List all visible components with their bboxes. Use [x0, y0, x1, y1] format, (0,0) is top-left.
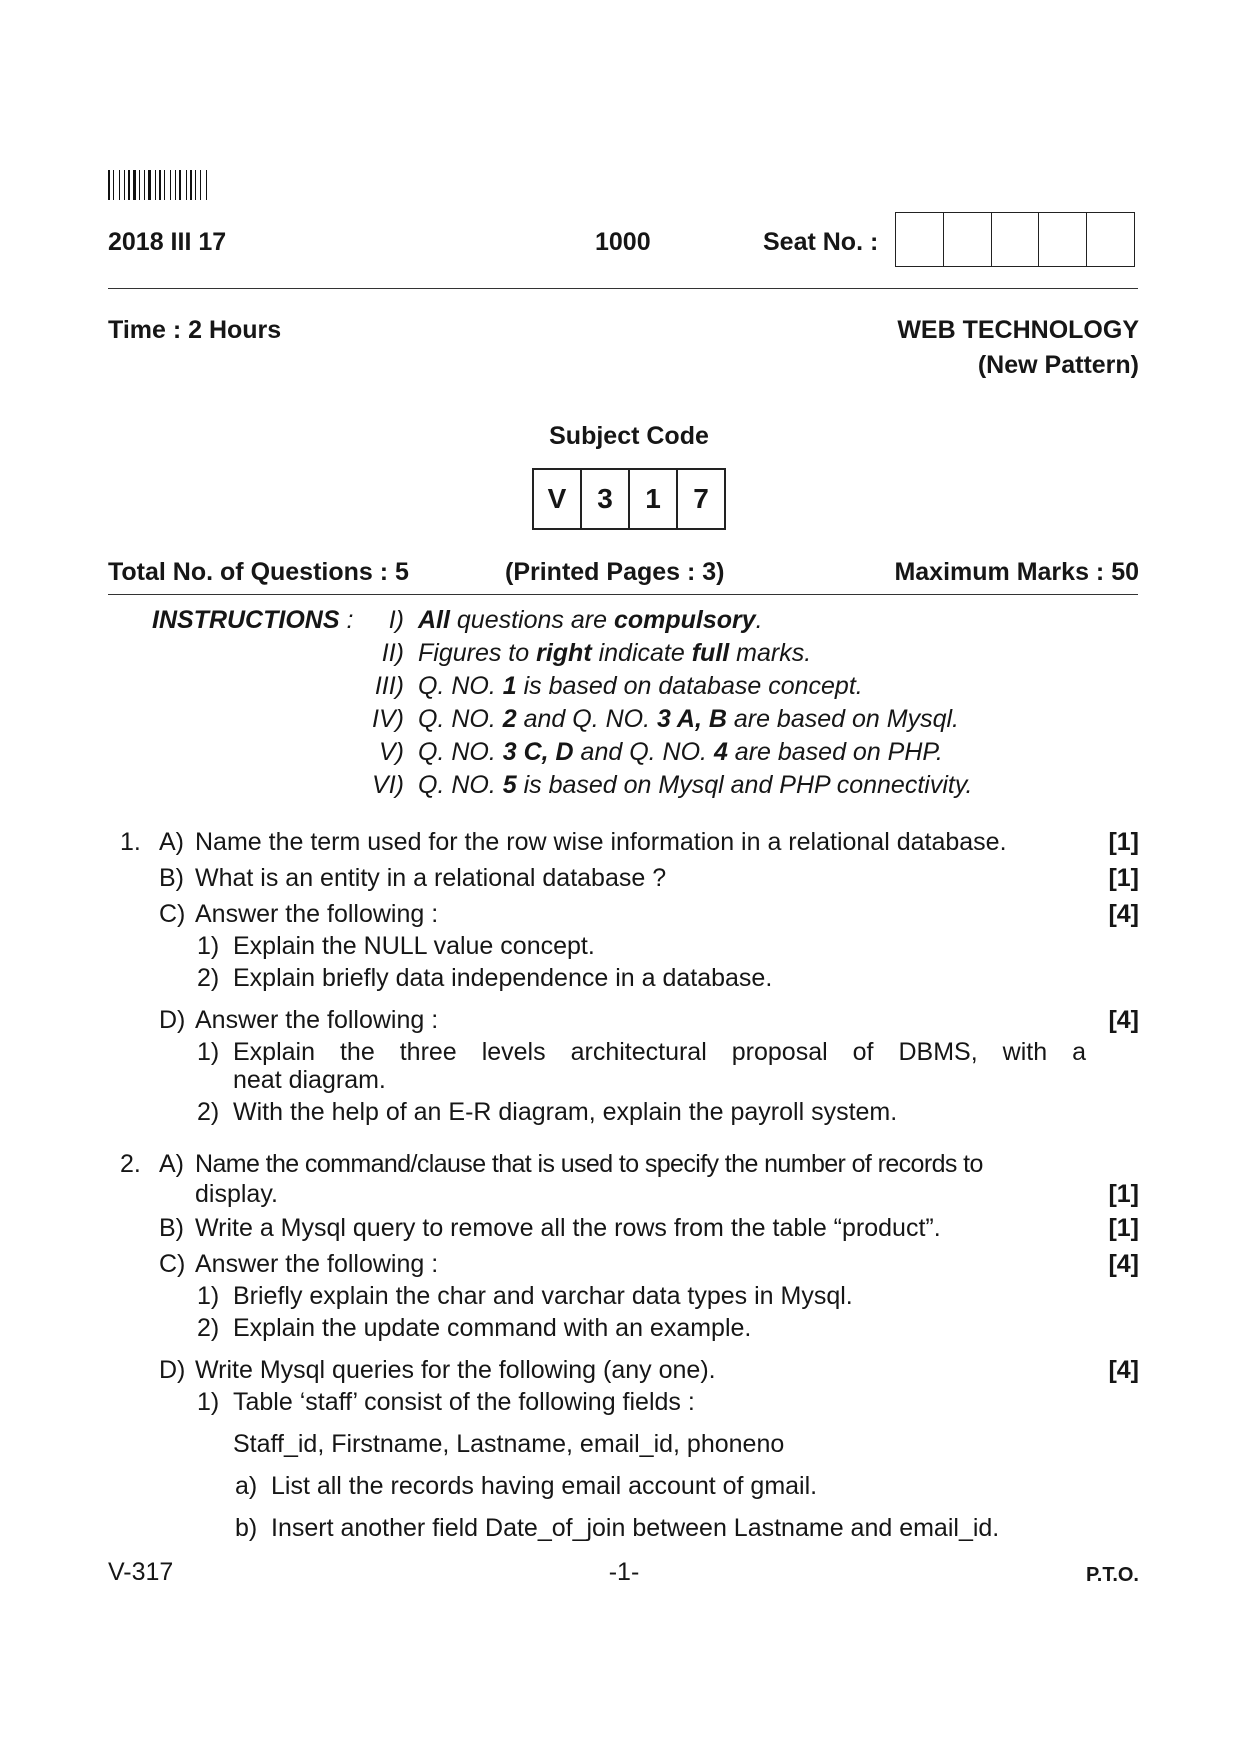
q1c-marks: [4] — [1108, 900, 1139, 928]
barcode-bar — [188, 170, 189, 200]
instruction-text — [418, 705, 959, 734]
q1d1-text-line2: neat diagram. — [233, 1066, 386, 1094]
instruction-fragment: Q. NO. — [418, 738, 503, 766]
instruction-emphasis: 4 — [713, 738, 728, 766]
instruction-number: III) — [374, 672, 404, 700]
instruction-number: V) — [379, 738, 404, 766]
pto-label: P.T.O. — [1086, 1564, 1139, 1586]
q2c2-label: 2) — [197, 1314, 220, 1342]
instruction-emphasis: 2 — [502, 705, 517, 733]
instructions-heading: INSTRUCTIONS : — [152, 606, 354, 634]
barcode-bar — [200, 170, 201, 200]
subject-title: WEB TECHNOLOGY — [897, 316, 1139, 344]
subject-code-label: Subject Code — [549, 422, 709, 450]
instruction-text — [418, 606, 763, 635]
instruction-emphasis: 1 — [502, 672, 517, 700]
q2d1b-label: b) — [235, 1514, 258, 1542]
barcode-bar — [157, 170, 158, 200]
q1c1-text: Explain the NULL value concept. — [233, 932, 595, 960]
barcode-bar — [152, 170, 154, 200]
seat-box — [1087, 213, 1134, 266]
barcode-bar — [139, 170, 140, 200]
barcode-bar — [162, 170, 163, 200]
page-number: -1- — [608, 1558, 640, 1586]
instruction-fragment: Q. NO. — [418, 705, 503, 733]
instruction-emphasis: full — [691, 639, 730, 667]
printed-pages: (Printed Pages : 3) — [505, 558, 725, 586]
seat-label: Seat No. : — [763, 228, 879, 256]
q2c1-text: Briefly explain the char and varchar data types in Mysql. — [233, 1282, 853, 1310]
q1c-text: Answer the following : — [195, 900, 439, 928]
subject-pattern: (New Pattern) — [977, 351, 1139, 379]
barcode-bar — [108, 170, 110, 200]
barcode-bar — [115, 170, 118, 200]
q2d1-text: Table ‘staff’ consist of the following fields : — [233, 1388, 695, 1416]
exam-code: 2018 III 17 — [108, 228, 227, 256]
instruction-text — [418, 672, 863, 701]
barcode-bar — [166, 170, 169, 200]
q1b-text: What is an entity in a relational database ? — [195, 864, 667, 892]
barcode-bar — [146, 170, 147, 200]
instruction-fragment: and Q. NO. — [516, 705, 657, 733]
barcode-bar — [144, 170, 145, 200]
instruction-text — [418, 771, 972, 800]
instruction-number: IV) — [372, 705, 404, 733]
barcode-bar — [155, 170, 156, 200]
instruction-emphasis: 3 C, D — [502, 738, 574, 766]
instruction-fragment: and Q. NO. — [573, 738, 714, 766]
q1c2-text: Explain briefly data independence in a database. — [233, 964, 773, 992]
barcode-bar — [121, 170, 123, 200]
barcode-bar — [179, 170, 181, 200]
q1c1-label: 1) — [197, 932, 220, 960]
q1c-label: C) — [159, 900, 186, 928]
instruction-fragment: is based on database concept. — [516, 672, 863, 700]
q2b-text: Write a Mysql query to remove all the rows from the table “product”. — [195, 1214, 941, 1242]
instruction-fragment: . — [755, 606, 763, 634]
subject-code-char: 3 — [582, 470, 630, 528]
instruction-fragment: questions are — [449, 606, 614, 634]
q2c1-label: 1) — [197, 1282, 220, 1310]
q1a-text: Name the term used for the row wise information in a relational database. — [195, 828, 1007, 856]
subject-code-box — [532, 468, 726, 530]
q1a-label: A) — [159, 828, 184, 856]
header-divider — [108, 288, 1138, 289]
total-questions: Total No. of Questions : 5 — [108, 558, 409, 586]
barcode-bar — [159, 170, 161, 200]
q1a-marks: [1] — [1108, 828, 1139, 856]
barcode-bar — [131, 170, 132, 200]
barcode-bar — [202, 170, 205, 200]
q2a-marks: [1] — [1108, 1180, 1139, 1208]
q2b-marks: [1] — [1108, 1214, 1139, 1242]
maximum-marks: Maximum Marks : 50 — [894, 558, 1139, 586]
q1d1-text-line1: Explain the three levels architectural proposal of DBMS, with a — [233, 1038, 1086, 1066]
q2c-marks: [4] — [1108, 1250, 1139, 1278]
q1b-marks: [1] — [1108, 864, 1139, 892]
instruction-fragment: Q. NO. — [418, 672, 503, 700]
instruction-number: VI) — [372, 771, 404, 799]
instruction-emphasis: right — [536, 639, 592, 667]
barcode-bar — [128, 170, 130, 200]
subject-code-char: V — [534, 470, 582, 528]
barcode-bar — [206, 170, 207, 200]
barcode-bar — [170, 170, 171, 200]
barcode-bar — [137, 170, 138, 200]
instruction-fragment: are based on Mysql. — [726, 705, 959, 733]
instruction-number: II) — [381, 639, 404, 667]
barcode-bar — [126, 170, 127, 200]
seat-box — [1039, 213, 1087, 266]
instruction-text — [418, 639, 811, 668]
q1d2-label: 2) — [197, 1098, 220, 1126]
barcode-bar — [113, 170, 114, 200]
q1d-label: D) — [159, 1006, 186, 1034]
barcode-bar — [172, 170, 174, 200]
copies-count: 1000 — [595, 228, 651, 256]
instruction-emphasis: 3 A, B — [656, 705, 727, 733]
seat-box — [944, 213, 992, 266]
q2c-label: C) — [159, 1250, 186, 1278]
instruction-fragment: marks. — [729, 639, 812, 667]
barcode-bar — [111, 170, 112, 200]
barcode-bar — [141, 170, 143, 200]
instruction-fragment: Figures to — [418, 639, 537, 667]
barcode-bar — [124, 170, 125, 200]
q1-number: 1. — [120, 828, 141, 856]
q1d1-label: 1) — [197, 1038, 220, 1066]
subject-code-char: 7 — [693, 483, 709, 514]
q2d1a-text: List all the records having email account of gmail. — [271, 1472, 818, 1500]
barcode — [108, 170, 248, 200]
subject-code-char: 1 — [630, 470, 678, 528]
footer-code: V-317 — [108, 1558, 174, 1586]
barcode-bar — [195, 170, 196, 200]
barcode-bar — [190, 170, 192, 200]
q1d-marks: [4] — [1108, 1006, 1139, 1034]
instructions-divider — [108, 594, 1138, 595]
q2a-text-line2: display. — [195, 1180, 278, 1208]
q2d1-fields: Staff_id, Firstname, Lastname, email_id, phoneno — [233, 1430, 785, 1458]
seat-number-boxes — [895, 212, 1135, 267]
instruction-fragment: are based on PHP. — [727, 738, 943, 766]
q1d2-text: With the help of an E-R diagram, explain the payroll system. — [233, 1098, 898, 1126]
instructions-label: INSTRUCTIONS — [152, 606, 340, 634]
barcode-bar — [164, 170, 165, 200]
barcode-bar — [148, 170, 151, 200]
q2d1b-text: Insert another field Date_of_join between Lastname and email_id. — [271, 1514, 1000, 1542]
barcode-bar — [193, 170, 194, 200]
seat-box — [896, 213, 944, 266]
q1b-label: B) — [159, 864, 184, 892]
q2d1a-label: a) — [235, 1472, 258, 1500]
instruction-fragment: indicate — [591, 639, 692, 667]
seat-box — [992, 213, 1040, 266]
time-allowed: Time : 2 Hours — [108, 316, 282, 344]
instruction-text — [418, 738, 943, 767]
barcode-bar — [186, 170, 187, 200]
instruction-fragment: is based on Mysql and PHP connectivity. — [516, 771, 973, 799]
q1c2-label: 2) — [197, 964, 220, 992]
q2d-marks: [4] — [1108, 1356, 1139, 1384]
instruction-emphasis: All — [418, 606, 450, 634]
q2c-text: Answer the following : — [195, 1250, 439, 1278]
barcode-bar — [182, 170, 185, 200]
barcode-bar — [119, 170, 120, 200]
q2b-label: B) — [159, 1214, 184, 1242]
q2a-text-line1: Name the command/clause that is used to specify the number of records to — [195, 1150, 983, 1178]
q1d-text: Answer the following : — [195, 1006, 439, 1034]
q2d-label: D) — [159, 1356, 186, 1384]
barcode-bar — [175, 170, 176, 200]
instruction-fragment: Q. NO. — [418, 771, 503, 799]
barcode-bar — [208, 170, 209, 200]
q2d1-label: 1) — [197, 1388, 220, 1416]
barcode-bar — [133, 170, 136, 200]
barcode-bar — [177, 170, 178, 200]
instruction-number: I) — [388, 606, 404, 634]
q2d-text: Write Mysql queries for the following (any one). — [195, 1356, 716, 1384]
q2-number: 2. — [120, 1150, 141, 1178]
instruction-emphasis: 5 — [502, 771, 517, 799]
q2a-label: A) — [159, 1150, 184, 1178]
instruction-emphasis: compulsory — [613, 606, 756, 634]
barcode-bar — [197, 170, 199, 200]
q2c2-text: Explain the update command with an example. — [233, 1314, 752, 1342]
